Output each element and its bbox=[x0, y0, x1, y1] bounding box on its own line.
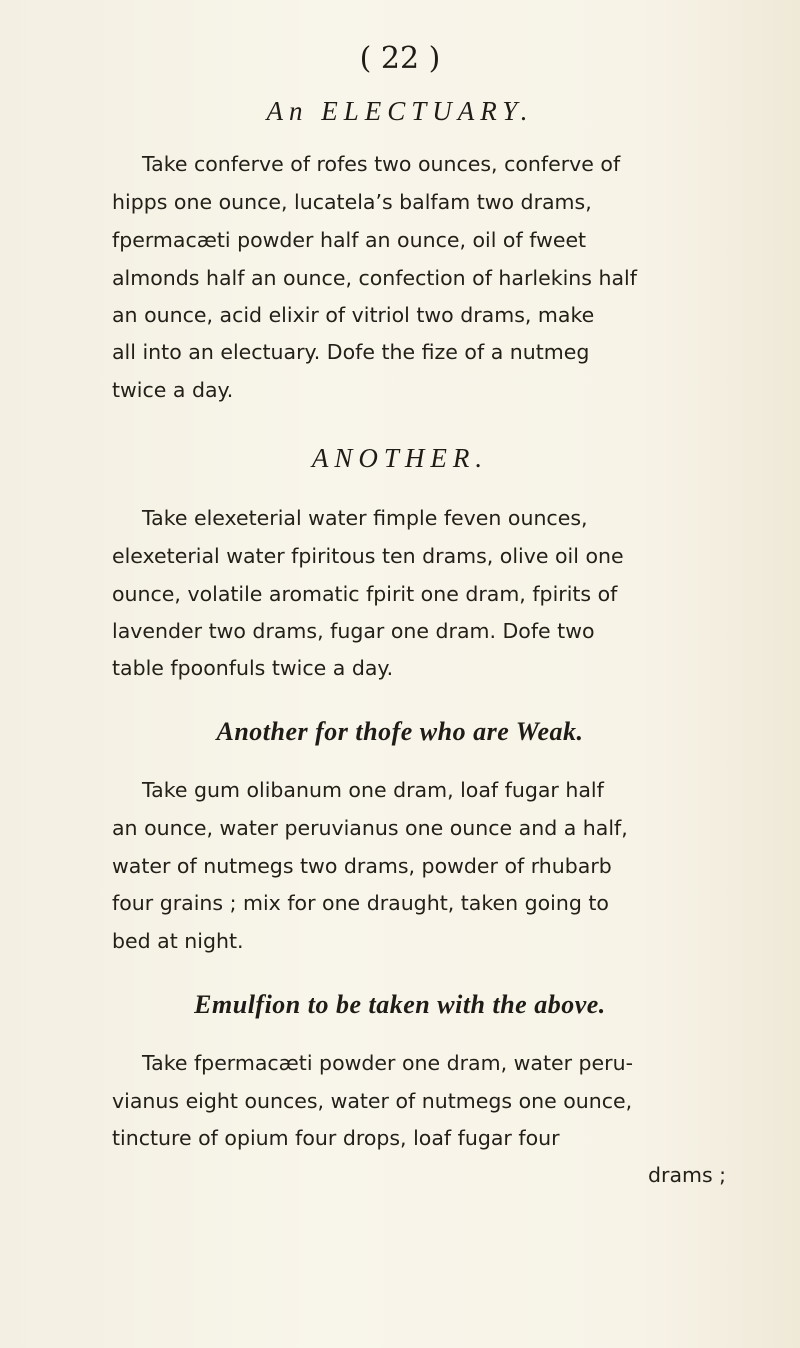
text-line: all into an electuary. Dofe the fize of a nutmeg bbox=[112, 340, 590, 364]
heading-another-for-weak: Another for thofe who are Weak. bbox=[216, 717, 584, 746]
text-line: an ounce, water peruvianus one ounce and a half, bbox=[112, 816, 628, 840]
text-line: Take elexeterial water fimple feven ounces, bbox=[142, 506, 588, 530]
text-line: bed at night. bbox=[112, 929, 244, 953]
text-line: four grains ; mix for one draught, taken going to bbox=[112, 891, 609, 915]
text-line: table fpoonfuls twice a day. bbox=[112, 656, 394, 680]
text-line: elexeterial water fpiritous ten drams, olive oil one bbox=[112, 544, 624, 568]
text-line: Take fpermacæti powder one dram, water peru- bbox=[142, 1051, 633, 1075]
text-line: twice a day. bbox=[112, 378, 234, 402]
page-number: ( 22 ) bbox=[359, 41, 441, 76]
text-line: water of nutmegs two drams, powder of rhubarb bbox=[112, 854, 612, 878]
text-line: an ounce, acid elixir of vitriol two drams, make bbox=[112, 303, 595, 327]
catchword: drams ; bbox=[648, 1163, 727, 1187]
text-line: Take conferve of rofes two ounces, conferve of bbox=[142, 152, 621, 176]
text-line: tincture of opium four drops, loaf fugar four bbox=[112, 1126, 560, 1150]
heading-electuary: An ELECTUARY. bbox=[266, 96, 534, 126]
text-line: hipps one ounce, lucatela’s balfam two drams, bbox=[112, 190, 592, 214]
heading-another: ANOTHER. bbox=[311, 443, 489, 473]
heading-emulsion: Emulfion to be taken with the above. bbox=[194, 990, 606, 1019]
text-line: Take gum olibanum one dram, loaf fugar half bbox=[142, 778, 604, 802]
text-line: vianus eight ounces, water of nutmegs one ounce, bbox=[112, 1089, 633, 1113]
text-line: lavender two drams, fugar one dram. Dofe two bbox=[112, 619, 595, 643]
text-line: fpermacæti powder half an ounce, oil of fweet bbox=[112, 228, 587, 252]
text-line: almonds half an ounce, confection of harlekins half bbox=[112, 266, 637, 290]
text-line: ounce, volatile aromatic fpirit one dram, fpirits of bbox=[112, 582, 618, 606]
